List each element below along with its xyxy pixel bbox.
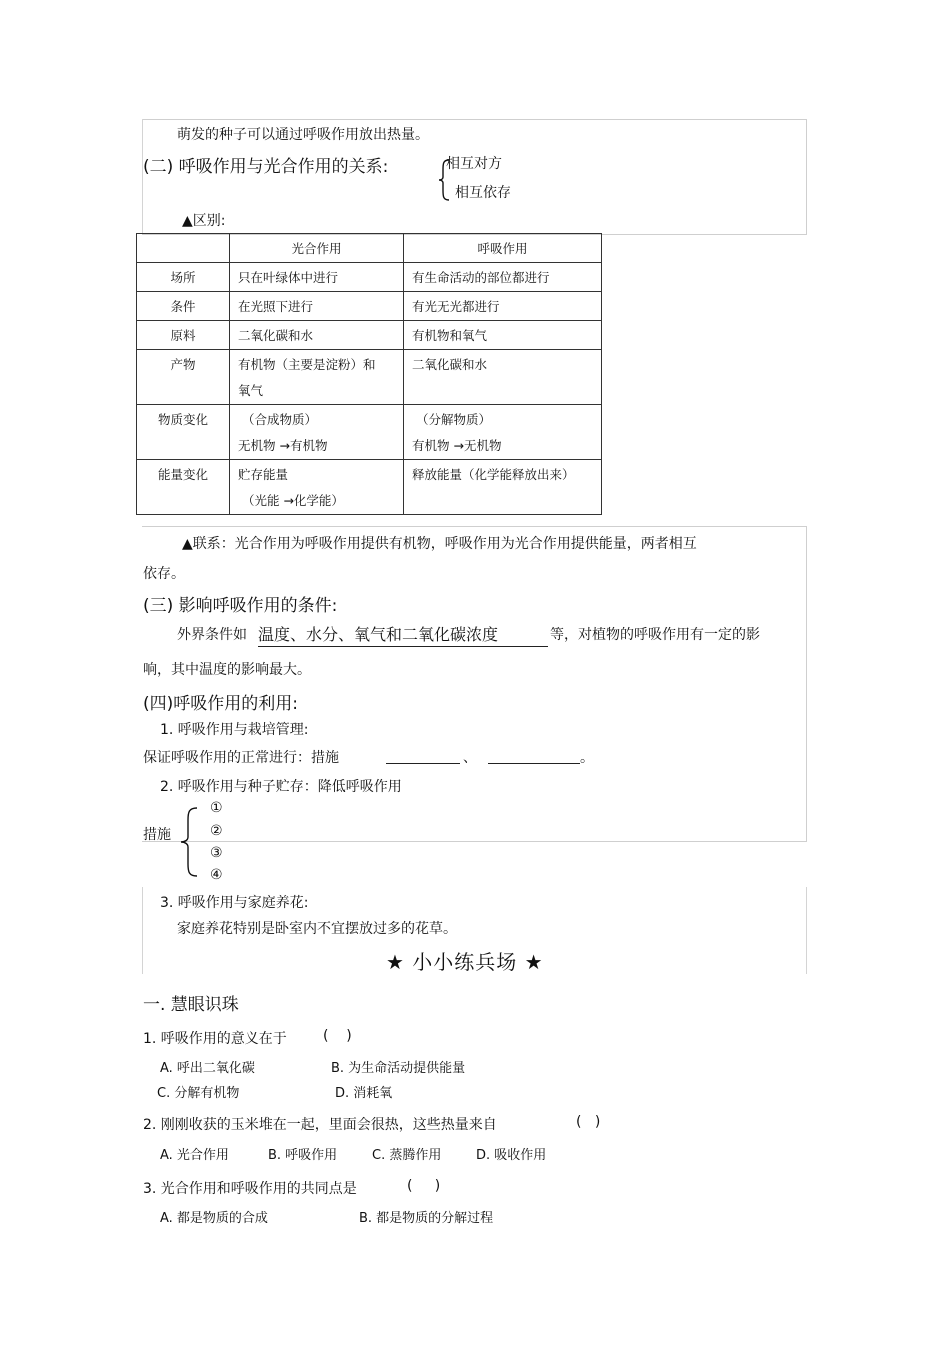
q3-option-b: B. 都是物质的分解过程 xyxy=(359,1211,494,1226)
cell-resp: 二氧化碳和水 xyxy=(404,350,602,405)
cell-photo: 只在叶绿体中进行 xyxy=(230,263,404,292)
conditions-line-2: 响，其中温度的影响最大。 xyxy=(143,662,311,678)
q2-option-c: C. 蒸腾作用 xyxy=(372,1148,442,1163)
cell-photo xyxy=(230,405,404,460)
table-header-respiration: 呼吸作用 xyxy=(404,234,602,263)
cell-resp: 有生命活动的部位都进行 xyxy=(404,263,602,292)
cell-line: （分解物质） xyxy=(412,412,491,427)
q3-option-a: A. 都是物质的合成 xyxy=(160,1211,268,1226)
question-1-stem: 1. 呼吸作用的意义在于 xyxy=(143,1031,287,1047)
section4-heading: (四)呼吸作用的利用: xyxy=(143,694,298,714)
cell-line: 贮存能量 xyxy=(238,467,289,482)
question-1-paren: ( ) xyxy=(323,1028,352,1044)
measure-separator: 、 xyxy=(463,750,477,766)
cell-photo: 二氧化碳和水 xyxy=(230,321,404,350)
section3-heading: (三) 影响呼吸作用的条件: xyxy=(143,596,338,616)
cell-resp: 有光无光都进行 xyxy=(404,292,602,321)
cell-photo xyxy=(230,460,404,515)
row-label: 能量变化 xyxy=(137,460,230,515)
cell-line: 无机物 →有机物 xyxy=(238,438,328,453)
section2-heading: (二) 呼吸作用与光合作用的关系: xyxy=(143,157,389,177)
table-header-photosynthesis: 光合作用 xyxy=(230,234,404,263)
frame-bottom-right-edge xyxy=(806,887,807,974)
practice-title: ★ 小小练兵场 ★ xyxy=(386,950,544,974)
table-row xyxy=(137,321,602,350)
cell-resp: 释放能量（化学能释放出来） xyxy=(404,460,602,515)
table-header-row xyxy=(137,234,602,263)
row-label: 条件 xyxy=(137,292,230,321)
measure-end: 。 xyxy=(580,750,594,766)
table-row xyxy=(137,292,602,321)
q2-option-d: D. 吸收作用 xyxy=(476,1148,547,1163)
comparison-table xyxy=(136,233,602,515)
table-row xyxy=(137,263,602,292)
cell-photo: 在光照下进行 xyxy=(230,292,404,321)
difference-label: ▲区别: xyxy=(182,213,226,229)
measure-1: ① xyxy=(210,800,223,816)
table-row xyxy=(137,405,602,460)
table-header-blank xyxy=(137,234,230,263)
conditions-underlined: 温度、水分、氧气和二氧化碳浓度 xyxy=(258,622,548,647)
use-item-1-detail: 保证呼吸作用的正常进行：措施 xyxy=(143,750,339,766)
q1-option-a: A. 呼出二氧化碳 xyxy=(160,1061,255,1076)
row-label: 场所 xyxy=(137,263,230,292)
table-row xyxy=(137,350,602,405)
measures-brace xyxy=(179,806,199,878)
q1-option-b: B. 为生命活动提供能量 xyxy=(331,1061,466,1076)
relation-item-1: 相互对方 xyxy=(446,156,502,172)
conditions-prefix: 外界条件如 xyxy=(177,627,247,643)
use-item-1: 1. 呼吸作用与栽培管理: xyxy=(160,722,309,738)
measure-blank-1 xyxy=(386,763,460,764)
q1-option-c: C. 分解有机物 xyxy=(157,1086,240,1101)
question-2-stem: 2. 刚刚收获的玉米堆在一起，里面会很热，这些热量来自 xyxy=(143,1117,497,1133)
table-row xyxy=(137,460,602,515)
cell-resp: 有机物和氧气 xyxy=(404,321,602,350)
cell-line: （光能 →化学能） xyxy=(238,493,344,508)
q2-option-b: B. 呼吸作用 xyxy=(268,1148,338,1163)
row-label: 物质变化 xyxy=(137,405,230,460)
use-item-3-detail: 家庭养花特别是卧室内不宜摆放过多的花草。 xyxy=(177,921,457,937)
measure-3: ③ xyxy=(210,845,223,861)
cell-photo xyxy=(230,350,404,405)
conditions-suffix: 等，对植物的呼吸作用有一定的影 xyxy=(550,627,760,643)
cell-line: 氧气 xyxy=(238,383,264,398)
measure-4: ④ xyxy=(210,867,223,883)
relation-item-2: 相互依存 xyxy=(455,185,511,201)
link-line-2: 依存。 xyxy=(143,566,185,582)
use-item-3: 3. 呼吸作用与家庭养花: xyxy=(160,895,309,911)
cell-line: （合成物质） xyxy=(238,412,317,427)
use-item-2: 2. 呼吸作用与种子贮存：降低呼吸作用 xyxy=(160,779,402,795)
cell-line: 有机物（主要是淀粉）和 xyxy=(238,357,376,372)
question-3-paren: ( ) xyxy=(407,1178,441,1194)
row-label: 原料 xyxy=(137,321,230,350)
measure-blank-2 xyxy=(488,763,580,764)
frame-bottom-left-edge xyxy=(142,887,143,974)
cell-line: 有机物 →无机物 xyxy=(412,438,502,453)
question-2-paren: ( ) xyxy=(576,1114,601,1130)
question-3-stem: 3. 光合作用和呼吸作用的共同点是 xyxy=(143,1181,357,1197)
q2-option-a: A. 光合作用 xyxy=(160,1148,229,1163)
intro-line: 萌发的种子可以通过呼吸作用放出热量。 xyxy=(177,127,429,143)
q1-option-d: D. 消耗氧 xyxy=(335,1086,393,1101)
cell-resp xyxy=(404,405,602,460)
row-label: 产物 xyxy=(137,350,230,405)
measures-label: 措施 xyxy=(143,827,171,843)
link-line-1: ▲联系：光合作用为呼吸作用提供有机物，呼吸作用为光合作用提供能量，两者相互 xyxy=(182,536,697,552)
measure-2: ② xyxy=(210,823,223,839)
part1-heading: 一. 慧眼识珠 xyxy=(143,995,239,1015)
